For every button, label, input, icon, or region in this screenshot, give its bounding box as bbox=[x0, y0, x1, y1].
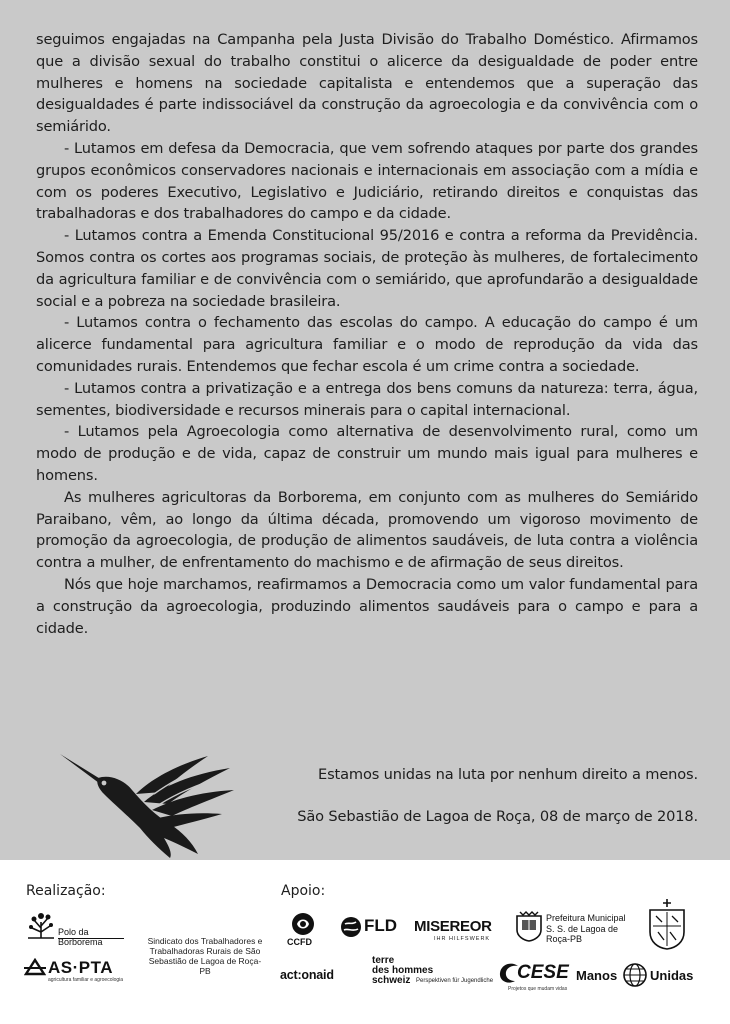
manos-word: Manos bbox=[576, 968, 618, 983]
cese-logo bbox=[498, 958, 574, 998]
apoio-label: Apoio: bbox=[281, 883, 326, 899]
ccfd-emblem-icon bbox=[290, 912, 316, 936]
aspta-logo bbox=[24, 956, 134, 986]
closing-slogan: Estamos unidas na luta por nenhum direito a menos. bbox=[318, 766, 698, 783]
closing-place-date: São Sebastião de Lagoa de Roça, 08 de março de 2018. bbox=[297, 808, 698, 825]
paragraph-3: - Lutamos contra a Emenda Constitucional 95/2016 e contra a reforma da Previdência. Somos contra os cortes aos programas sociais, de proteção às mulheres, de fortalecimento da agricultura familiar e de convivência com o semiárido, que aprofundarão a desigualdade social e a pobreza na sociedade brasileira. bbox=[36, 227, 698, 310]
paragraph-6: - Lutamos pela Agroecologia como alternativa de desenvolvimento rural, como um modo de produção e de vida, capaz de construir um mundo mais igual para mulheres e homens. bbox=[36, 423, 698, 484]
ccfd-name: CCFD bbox=[287, 937, 312, 947]
body-text bbox=[36, 29, 698, 639]
tree-icon bbox=[26, 910, 56, 940]
sindicato-text: Sindicato dos Trabalhadores e Trabalhadoras Rurais de São Sebastião de Lagoa de Roça-PB bbox=[147, 936, 263, 976]
ccfd-logo bbox=[284, 912, 324, 952]
paragraph-7: As mulheres agricultoras da Borborema, em conjunto com as mulheres do Semiárido Paraibano, vêm, ao longo da última década, promovendo um vigoroso movimento de promoção da agroecologia, de produção de alimentos saudáveis, de luta contra a violência contra a mulher, de enfrentamento do machismo e de afirmação de seus direitos. bbox=[36, 488, 698, 572]
paragraph-4: - Lutamos contra o fechamento das escolas do campo. A educação do campo é um alicerce fundamental para agricultura familiar e o modo de reprodução da vida das comunidades rurais. Entendemos que fechar escola é um crime contra a sociedade. bbox=[36, 314, 698, 375]
cese-name: CESE bbox=[517, 962, 569, 983]
realizacao-label: Realização: bbox=[26, 883, 106, 899]
terre-des-hommes-logo bbox=[372, 956, 492, 996]
polo-borborema-logo bbox=[26, 910, 126, 947]
fld-globe-icon bbox=[340, 916, 362, 938]
municipal-crest-icon bbox=[514, 910, 544, 942]
paragraph-8: Nós que hoje marchamos, reafirmamos a Democracia como um valor fundamental para a construção da agroecologia, produzindo alimentos saudáveis para o campo e para a cidade. bbox=[36, 575, 698, 637]
tdh-line3: schweiz bbox=[372, 975, 411, 986]
prefeitura-logo bbox=[514, 910, 634, 950]
aspta-tagline: agricultura familiar e agroecologia bbox=[48, 977, 124, 983]
footer bbox=[0, 860, 730, 1024]
polo-name: Polo da Borborema bbox=[58, 927, 103, 947]
actionaid-logo: act:onaid bbox=[280, 968, 334, 982]
misereor-name: MISEREOR bbox=[414, 918, 492, 935]
paragraph-2: - Lutamos em defesa da Democracia, que vem sofrendo ataques por parte dos grandes grupos econômicos conservadores nacionais e internacionais em associação com a mídia e com os poderes Executivo, Legislativo e Judiciário, retirando direitos e conquistas das trabalhadoras e dos trabalhadores do campo e da cidade. bbox=[36, 139, 698, 223]
tdh-line2: des hommes bbox=[372, 965, 434, 976]
misereor-logo bbox=[414, 918, 498, 946]
tdh-tagline: Perspektiven für Jugendliche bbox=[416, 978, 494, 984]
unidas-word: Unidas bbox=[650, 968, 694, 983]
prefeitura-name: Prefeitura Municipal S. S. de Lagoa de Roça-PB bbox=[546, 913, 626, 944]
cese-tagline: Projetos que mudam vidas bbox=[508, 986, 568, 992]
aspta-mark-icon bbox=[24, 958, 46, 976]
fld-logo bbox=[340, 916, 410, 944]
manos-unidas-logo bbox=[576, 962, 700, 988]
misereor-tagline: IHR HILFSWERK bbox=[434, 936, 491, 942]
globe-icon bbox=[622, 962, 648, 988]
paragraph-5: - Lutamos contra a privatização e a entrega dos bens comuns da natureza: terra, água, sementes, biodiversidade e recursos minerais para o capital internacional. bbox=[36, 379, 698, 419]
closing-block bbox=[250, 764, 698, 828]
aspta-name: AS·PTA bbox=[48, 958, 114, 977]
fld-name: FLD bbox=[364, 916, 398, 935]
paragraph-1: seguimos engajadas na Campanha pela Justa Divisão do Trabalho Doméstico. Afirmamos que a divisão sexual do trabalho constitui o alicerce da desigualdade de poder entre mulheres e homens na sociedade capitalista e entendemos que a superação das desigualdades é parte indissociável da construção da agroecologia e da convivência com o semiárido. bbox=[36, 31, 698, 136]
tdh-line1: terre bbox=[372, 955, 395, 966]
diocese-crest-icon bbox=[646, 898, 688, 950]
hummingbird-icon bbox=[58, 750, 236, 858]
